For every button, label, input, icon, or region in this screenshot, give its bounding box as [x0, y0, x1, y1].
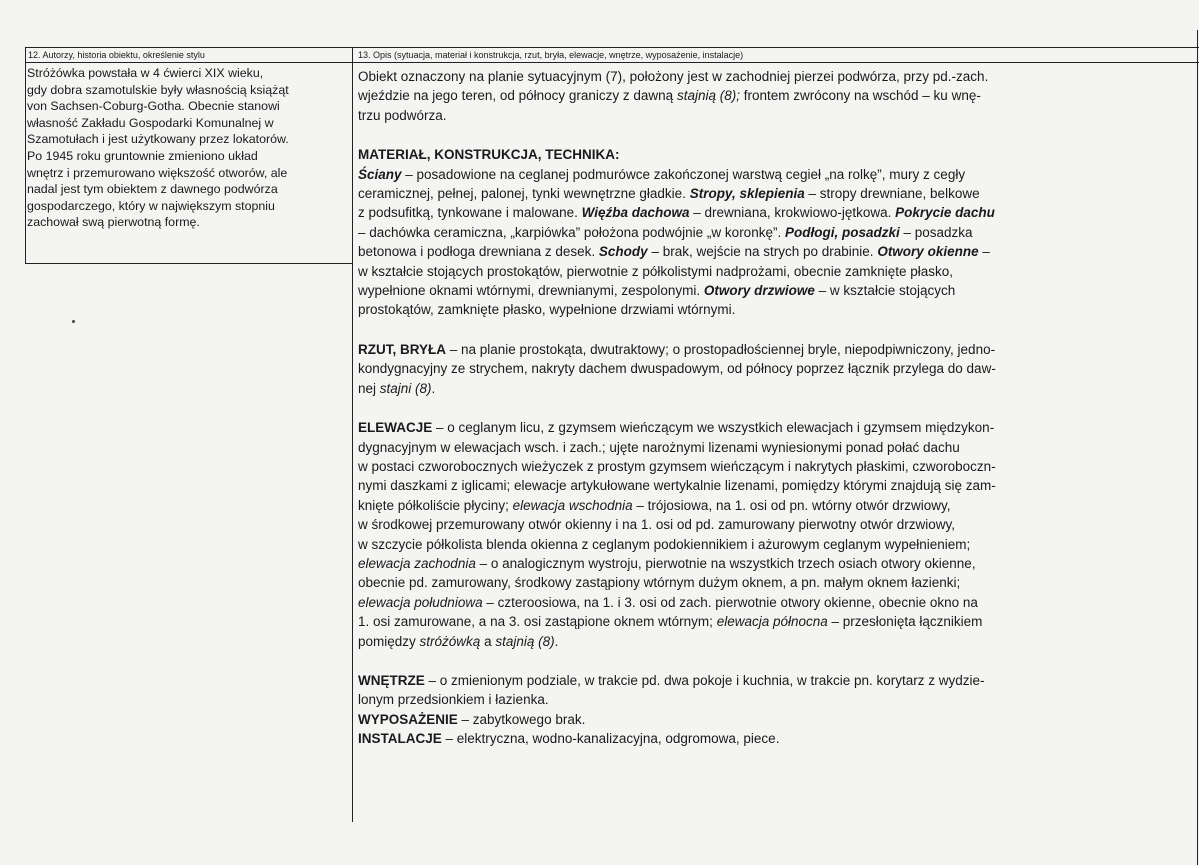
text-span: trzu podwórza.	[358, 107, 447, 123]
text-line	[358, 632, 1130, 651]
text-span: w środkowej przemurowany otwór okienny i na 1. osi od pd. zamurowany pierwotny otwór drzwiowy,	[358, 517, 956, 533]
text-span: – drewniana, krokwiowo-jętkowa.	[689, 205, 896, 221]
text-line	[358, 359, 1130, 378]
text-span: Obiekt oznaczony na planie sytuacyjnym (7), położony jest w zachodniej pierzei podwórza, przy pd.-zach.	[358, 69, 989, 84]
section-wyposazenie	[358, 710, 1130, 729]
text-line	[358, 535, 1130, 554]
text-line	[358, 457, 1130, 476]
text-span: – elektryczna, wodno-kanalizacyjna, odgromowa, piece.	[441, 731, 780, 747]
text-line	[358, 281, 1130, 300]
stray-dot	[72, 320, 75, 323]
text-line	[358, 262, 1130, 281]
header-rule	[25, 62, 1199, 63]
text-line	[358, 184, 1130, 203]
text-line	[358, 300, 1130, 319]
text-span: – o ceglanym licu, z gzymsem wieńczącym we wszystkich elewacjach i gzymsem międzykon-	[432, 420, 995, 436]
keyword: Stropy, sklepienia	[689, 186, 805, 202]
text-line	[358, 86, 1130, 105]
text-span: – brak, wejście na strych po drabinie.	[647, 244, 878, 260]
text-span: wypełnione oknami wtórnymi, drewnianymi, zespolonymi.	[358, 283, 704, 299]
italic-ref: stajni (8)	[379, 380, 432, 396]
text-span: obecnie pd. zamurowany, środkowy zastąpiony wtórnym dużym oknem, a pn. małym oknem łazienki;	[358, 575, 961, 591]
text-line	[358, 67, 1130, 86]
text-span: –	[978, 244, 990, 260]
keyword: Otwory okienne	[877, 244, 979, 260]
section-rzut	[358, 340, 1130, 398]
italic-ref: elewacja wschodnia	[512, 497, 633, 513]
text-line	[358, 573, 1130, 592]
text-span: – trójosiowa, na 1. osi od pn. wtórny otwór drzwiowy,	[632, 497, 951, 513]
history-line: von Sachsen-Coburg-Gotha. Obecnie stanowi	[27, 99, 280, 114]
italic-ref: stajnią (8);	[676, 88, 740, 104]
text-span: – w kształcie stojących	[814, 283, 956, 299]
section-elewacje	[358, 418, 1130, 651]
text-line	[358, 476, 1130, 495]
text-line	[358, 690, 1130, 709]
text-span: wjeździe na jego teren, od północy graniczy z dawną	[358, 88, 677, 104]
text-span: w szczycie półkolista blenda okienna z ceglanym podokiennikiem i ażurowym ceglanym wypełnieniem;	[358, 536, 971, 552]
text-span: a	[480, 633, 496, 649]
text-line	[358, 418, 1130, 437]
text-line	[358, 203, 1130, 222]
text-line	[358, 515, 1130, 534]
text-span: prostokątów, zamknięte płasko, wypełnione drzwiami wtórnymi.	[358, 302, 736, 318]
text-span: pomiędzy	[358, 633, 420, 649]
text-span: dygnacyjnym w elewacjach wsch. i zach.; ujęte narożnymi lizenami wyniesionymi ponad połać dachu	[358, 439, 960, 455]
left-bottom-rule	[25, 263, 352, 264]
section-heading: WNĘTRZE	[358, 672, 425, 688]
text-span: knięte półkoliście płyciny;	[358, 497, 513, 513]
text-line	[358, 106, 1130, 125]
keyword: Pokrycie dachu	[895, 205, 995, 221]
column-divider	[352, 47, 353, 822]
italic-ref: elewacja południowa	[358, 594, 483, 610]
italic-ref: elewacja zachodnia	[358, 555, 476, 571]
history-line: gdy dobra szamotulskie były własnością książąt	[27, 82, 289, 97]
right-header: 13. Opis (sytuacja, materiał i konstrukcja, rzut, bryła, elewacje, wnętrze, wyposażenie, instalacje)	[358, 50, 744, 60]
text-line	[358, 554, 1130, 573]
text-span: frontem zwrócony na wschód – ku wnę-	[739, 88, 981, 104]
text-span: – posadowione na ceglanej podmurówce zakończonej warstwą cegieł „na rolkę”, mury z cegły	[401, 166, 966, 182]
history-text	[27, 65, 347, 231]
text-span: – czteroosiowa, na 1. i 3. osi od zach. pierwotnie otwory okienne, obecnie okno na	[482, 594, 978, 610]
text-line	[358, 710, 1130, 729]
section-material	[358, 145, 1130, 320]
text-line	[358, 729, 1130, 748]
italic-ref: elewacja północna	[716, 614, 828, 630]
text-line	[358, 379, 1130, 398]
text-span: lonym przedsionkiem i łazienka.	[358, 692, 549, 708]
keyword: Ściany	[358, 166, 402, 182]
keyword: Podłogi, posadzki	[784, 224, 900, 240]
keyword: Otwory drzwiowe	[703, 283, 815, 299]
history-line: Po 1945 roku gruntownie zmieniono układ	[27, 148, 258, 163]
text-span: – o analogicznym wystroju, pierwotnie na wszystkich trzech osiach otwory okienne,	[475, 555, 976, 571]
text-span: – na planie prostokąta, dwutraktowy; o prostopadłościennej bryle, niepodpiwniczony, jedno-	[446, 341, 996, 357]
keyword: Schody	[598, 244, 648, 260]
text-line	[358, 340, 1130, 359]
text-span: z podsufitką, tynkowane i malowane.	[358, 205, 582, 221]
history-line: Stróżówka powstała w 4 ćwierci XIX wieku,	[27, 66, 264, 80]
text-span: w kształcie stojących prostokątów, pierwotnie z półkolistymi nadprożami, obecnie zamknięte płasko,	[358, 263, 954, 279]
italic-ref: stróżówką	[419, 633, 481, 649]
text-span: 1. osi zamurowane, a na 3. osi zastąpione oknem wtórnym;	[358, 614, 717, 630]
section-heading: ELEWACJE	[358, 420, 433, 436]
history-line: gospodarczego, który w największym stopniu	[27, 198, 275, 213]
keyword: Więźba dachowa	[581, 205, 690, 221]
section-instalacje	[358, 729, 1130, 748]
section-heading: RZUT, BRYŁA	[358, 341, 446, 357]
text-span: – zabytkowego brak.	[457, 711, 586, 727]
text-span: nej	[358, 380, 380, 396]
text-span: w postaci czworobocznych wieżyczek z prostym gzymsem wieńczącym i nakrytych płaskimi, czworoboczn-	[358, 458, 996, 474]
section-sytuacja	[358, 67, 1130, 125]
section-wnetrze	[358, 671, 1130, 710]
text-span: – dachówka ceramiczna, „karpiówka” położona podwójnie „w koronkę”.	[358, 224, 785, 240]
left-border	[25, 47, 26, 264]
top-rule	[25, 47, 1199, 48]
right-border	[1197, 30, 1198, 865]
history-line: Szamotułach i jest użytkowany przez lokatorów.	[27, 132, 289, 147]
section-heading: MATERIAŁ, KONSTRUKCJA, TECHNIKA:	[358, 147, 620, 163]
history-line: wnętrz i przemurowano większość otworów, ale	[27, 165, 288, 180]
text-span: betonowa i podłoga drewniana z desek.	[358, 244, 599, 260]
text-line	[358, 593, 1130, 612]
text-line	[358, 612, 1130, 631]
history-line: zachował swą pierwotną formę.	[27, 215, 200, 230]
description-text	[358, 67, 1130, 749]
text-line	[358, 165, 1130, 184]
text-span: kondygnacyjny ze strychem, nakryty dachem dwuspadowym, od północy poprzez łącznik przylega do daw-	[358, 361, 996, 377]
history-line: nadal jest tym obiektem z dawnego podwórza	[27, 182, 278, 197]
text-span: .	[554, 633, 559, 649]
text-line	[358, 496, 1130, 515]
text-span: .	[431, 380, 436, 396]
italic-ref: stajnią (8)	[495, 633, 555, 649]
text-span: – przesłonięta łącznikiem	[827, 614, 983, 630]
text-span: ceramicznej, pełnej, palonej, tynki wewnętrzne gładkie.	[358, 186, 690, 202]
text-span: – stropy drewniane, belkowe	[804, 186, 980, 202]
text-line	[358, 223, 1130, 242]
text-span: – o zmienionym podziale, w trakcie pd. dwa pokoje i kuchnia, w trakcie pn. korytarz z wydzie-	[424, 672, 985, 688]
history-line: własność Zakładu Gospodarki Komunalnej w	[27, 115, 274, 130]
text-span: nymi daszkami z iglicami; elewacje artykułowane wertykalnie lizenami, pomiędzy którymi znajdują się zam-	[358, 478, 996, 494]
section-heading: INSTALACJE	[358, 731, 442, 747]
text-line	[358, 671, 1130, 690]
left-header: 12. Autorzy, historia obiektu, określenie stylu	[28, 50, 205, 60]
text-span: – posadzka	[899, 224, 973, 240]
text-line	[358, 438, 1130, 457]
section-heading: WYPOSAŻENIE	[358, 711, 458, 727]
text-line	[358, 242, 1130, 261]
